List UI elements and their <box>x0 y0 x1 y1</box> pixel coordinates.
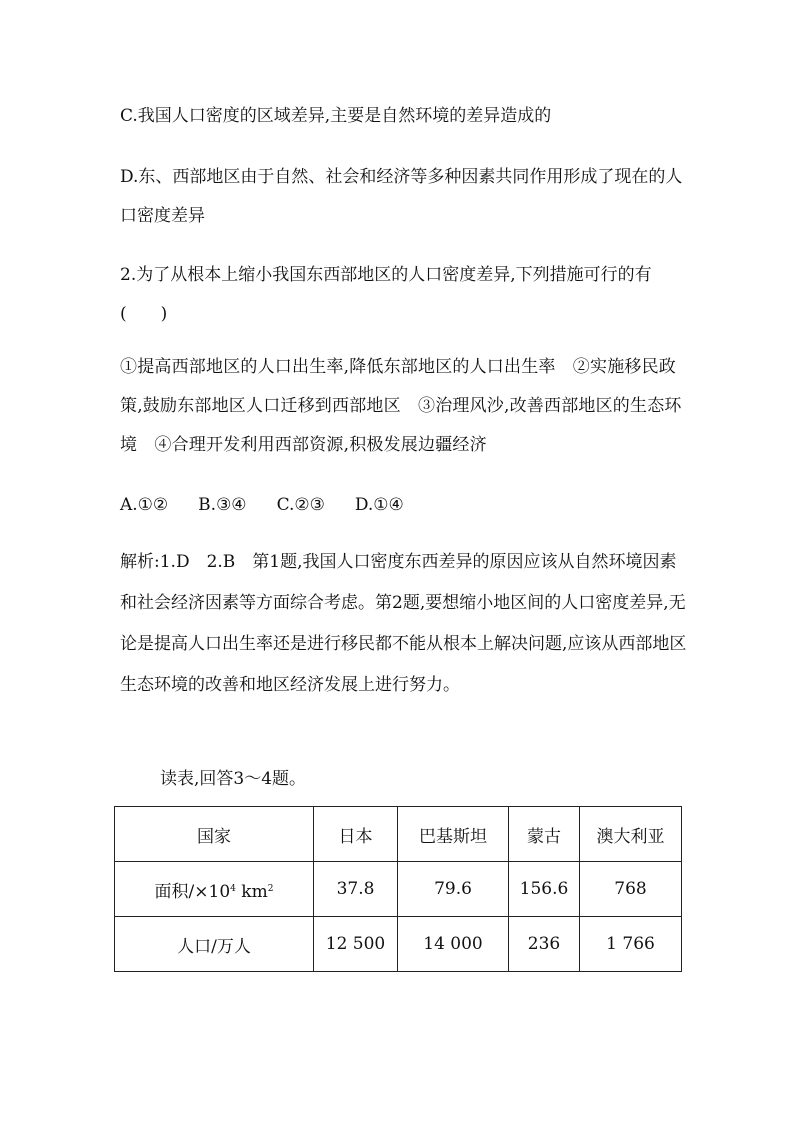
answer-choice-d: D.①④ <box>354 495 404 515</box>
area-row-label: 面积$/\times 10^4$ $km^2$ <box>115 862 314 917</box>
table-header-cell: 澳大利亚 <box>580 807 682 862</box>
table-header-cell: 巴基斯坦 <box>398 807 509 862</box>
table-cell: 12 500 <box>314 917 398 972</box>
option-d: D.东、西部地区由于自然、社会和经济等多种因素共同作用形成了现在的人口密度差异 <box>120 167 683 226</box>
table-header-cell: 日本 <box>314 807 398 862</box>
table-cell: 156.6 <box>509 862 580 917</box>
population-row-label: 人口/万人 <box>115 917 314 972</box>
answer-choices <box>120 490 690 521</box>
table-cell: 14 000 <box>398 917 509 972</box>
answer-choice-a: A.①② <box>120 495 169 515</box>
country-data-table <box>114 806 682 972</box>
measures-list: ①提高西部地区的人口出生率,降低东部地区的人口出生率 ②实施移民政策,鼓励东部地区人口迁移到西部地区 ③治理风沙,改善西部地区的生态环境 ④合理开发利用西部资源,积极发展边疆经济 <box>120 357 682 455</box>
explanation: 解析:1.D 2.B 第1题,我国人口密度东西差异的原因应该从自然环境因素和社会经济因素等方面综合考虑。第2题,要想缩小地区间的人口密度差异,无论是提高人口出生率还是进行移民都不能从根本上解决问题,应该从西部地区生态环境的改善和地区经济发展上进行努力。 <box>120 552 687 695</box>
answer-choice-c: C.②③ <box>276 495 325 515</box>
table-header-cell: 国家 <box>115 807 314 862</box>
answer-choice-b: B.③④ <box>198 495 247 515</box>
question-2: 2.为了从根本上缩小我国东西部地区的人口密度差异,下列措施可行的有( ) <box>120 265 652 324</box>
table-row-population <box>115 917 682 972</box>
table-cell: 37.8 <box>314 862 398 917</box>
table-cell: 236 <box>509 917 580 972</box>
table-row-area <box>115 862 682 917</box>
read-table-instruction: 读表,回答3～4题。 <box>160 769 307 789</box>
table-header-row <box>115 807 682 862</box>
option-c: C.我国人口密度的区域差异,主要是自然环境的差异造成的 <box>120 106 552 126</box>
table-cell: 768 <box>580 862 682 917</box>
table-cell: 1 766 <box>580 917 682 972</box>
table-header-cell: 蒙古 <box>509 807 580 862</box>
table-cell: 79.6 <box>398 862 509 917</box>
